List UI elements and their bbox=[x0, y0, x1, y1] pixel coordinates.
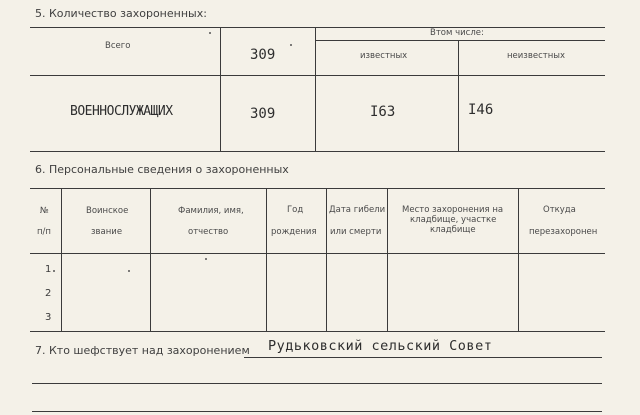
ink-speck bbox=[53, 270, 55, 272]
col-place-header-2: кладбище, участке bbox=[410, 215, 497, 225]
row-number-3: 3 bbox=[45, 312, 52, 323]
blank-line-1 bbox=[32, 383, 602, 384]
ink-speck bbox=[128, 270, 130, 272]
col-name-header-2: отчество bbox=[188, 227, 229, 237]
section6-heading: 6. Персональные сведения о захороненных bbox=[35, 163, 289, 176]
col-year-header-1: Год bbox=[287, 205, 304, 215]
col-known-header: известных bbox=[360, 51, 408, 61]
patron-underline bbox=[244, 357, 602, 358]
blank-line-2 bbox=[32, 411, 602, 412]
table5-divider-3 bbox=[458, 40, 459, 151]
col-year-header-2: рождения bbox=[271, 227, 317, 237]
section7-heading: 7. Кто шефствует над захоронением bbox=[35, 344, 250, 357]
col-place-header-1: Место захоронения на bbox=[402, 205, 504, 215]
table5-header-bottom-line bbox=[30, 75, 605, 76]
row-unknown-value: I46 bbox=[468, 102, 494, 118]
col-from-header-1: Откуда bbox=[543, 205, 576, 215]
table6-divider-4 bbox=[326, 188, 327, 331]
col-from-header-2: перезахоронен bbox=[529, 227, 598, 237]
ink-speck bbox=[205, 258, 207, 260]
col-unknown-header: неизвестных bbox=[507, 51, 565, 61]
table6-bottom-line bbox=[30, 331, 605, 332]
ink-speck bbox=[290, 44, 292, 46]
col-date-header-2: или смерти bbox=[330, 227, 382, 237]
row-total-value: 309 bbox=[250, 106, 276, 122]
table6-divider-2 bbox=[150, 188, 151, 331]
row-label-servicemen: ВОЕННОСЛУЖАЩИХ bbox=[70, 104, 173, 119]
col-no-sub-header: п/п bbox=[37, 227, 51, 237]
row-number-2: 2 bbox=[45, 288, 52, 299]
col-rank-header-2: звание bbox=[91, 227, 123, 237]
col-place-header-3: кладбище bbox=[430, 225, 476, 235]
total-value: 309 bbox=[250, 47, 276, 63]
col-name-header-1: Фамилия, имя, bbox=[178, 206, 244, 216]
table6-divider-3 bbox=[266, 188, 267, 331]
table6-divider-6 bbox=[518, 188, 519, 331]
table5-subheader-line bbox=[315, 40, 605, 41]
table6-divider-5 bbox=[387, 188, 388, 331]
table5-divider-1 bbox=[220, 27, 221, 151]
col-no-header: № bbox=[40, 206, 49, 216]
row-known-value: I63 bbox=[370, 104, 396, 120]
ink-speck bbox=[209, 32, 211, 34]
table6-divider-1 bbox=[61, 188, 62, 331]
col-total-header: Всего bbox=[105, 41, 131, 51]
table5-divider-2 bbox=[315, 27, 316, 151]
row-number-1: 1 bbox=[45, 264, 52, 275]
table5-top-line bbox=[30, 27, 605, 28]
col-date-header-1: Дата гибели bbox=[329, 205, 386, 215]
table5-bottom-line bbox=[30, 151, 605, 152]
patron-value: Рудьковский сельский Совет bbox=[268, 338, 493, 354]
section5-heading: 5. Количество захороненных: bbox=[35, 7, 207, 20]
col-rank-header-1: Воинское bbox=[86, 206, 129, 216]
col-in-number-header: Втом числе: bbox=[430, 28, 484, 38]
